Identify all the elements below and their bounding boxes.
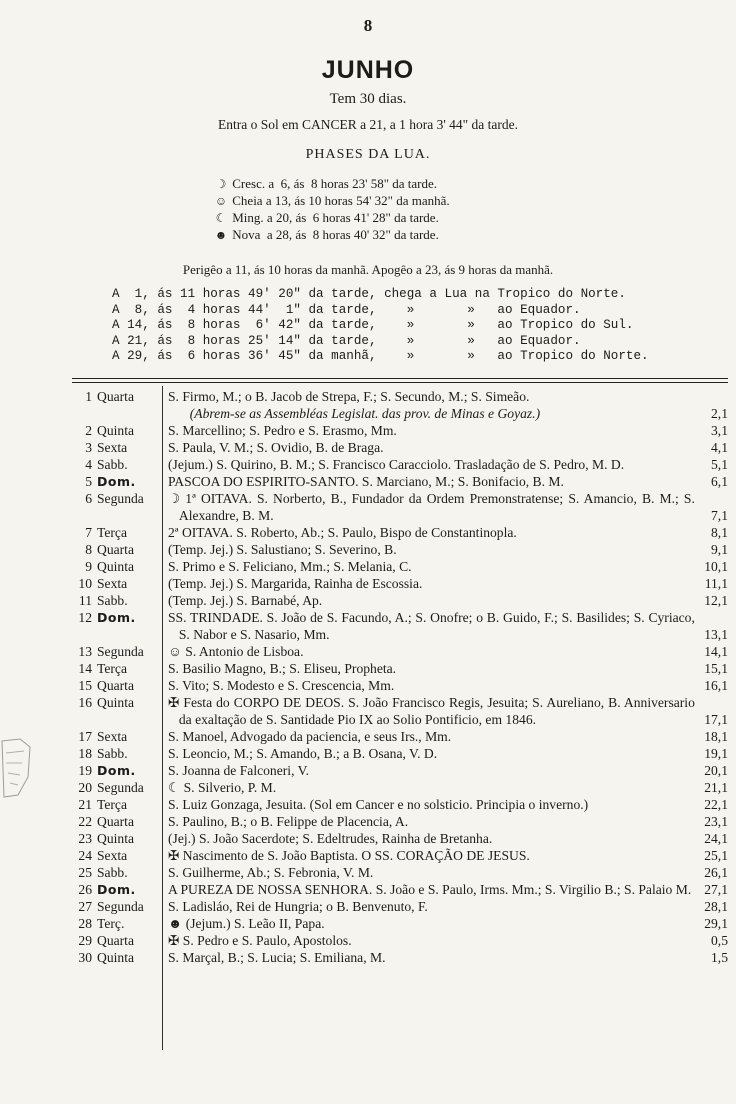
day-number: 13 <box>78 644 92 659</box>
calendar-row <box>72 592 728 609</box>
day-number: 20 <box>78 780 92 795</box>
lunar-age: 25,1 <box>704 848 728 863</box>
calendar-row <box>72 388 728 422</box>
month-title: JUNHO <box>321 56 415 84</box>
saints-text: S. Guilherme, Ab.; S. Febronia, V. M. <box>168 865 374 880</box>
saints-text: S. Firmo, M.; o B. Jacob de Strepa, F.; S. Secundo, M.; S. Simeão. <box>168 389 530 404</box>
day-number: 8 <box>85 542 92 557</box>
lunar-age: 16,1 <box>704 678 728 693</box>
lunar-age: 14,1 <box>704 644 728 659</box>
phase-text: Cheia a 13, ás 10 horas 54' 32" da manhã. <box>232 193 450 208</box>
day-number: 29 <box>78 933 92 948</box>
lunar-age: 18,1 <box>704 729 728 744</box>
weekday: Segunda <box>97 644 144 659</box>
saints-text: S. Primo e S. Feliciano, Mm.; S. Melania, C. <box>168 559 412 574</box>
saints-text: ✠ Festa do CORPO DE DEOS. S. João Francisco Regis, Jesuita; S. Aureliano, B. Anniversario da exaltação de S. Santidade Pio IX ao Solio Pontificio, em 1846. <box>168 695 695 727</box>
saints-text: 2ª OITAVA. S. Roberto, Ab.; S. Paulo, Bispo de Constantinopla. <box>168 525 517 540</box>
moon-position-row: A 29, ás 6 horas 36' 45" da manhã, » » ao Tropico do Norte. <box>112 349 649 363</box>
calendar-row <box>72 932 728 949</box>
page-clip-mark <box>0 737 34 799</box>
saints-text: (Temp. Jej.) S. Margarida, Rainha de Escossia. <box>168 576 423 591</box>
calendar-row <box>72 847 728 864</box>
calendar-row <box>72 762 728 779</box>
moon-position-row: A 21, ás 8 horas 25' 14" da tarde, » » ao Equador. <box>112 333 581 348</box>
lunar-age: 29,1 <box>704 916 728 931</box>
day-number: 11 <box>78 593 92 608</box>
day-number: 18 <box>78 746 92 761</box>
phase-text: Nova a 28, ás 8 horas 40' 32" da tarde. <box>232 227 439 242</box>
weekday: Sexta <box>97 729 128 744</box>
day-number: 5 <box>85 474 92 489</box>
phase-row <box>213 175 450 192</box>
lunar-age: 4,1 <box>711 440 728 455</box>
weekday: Dom. <box>97 763 136 778</box>
saints-text: S. Paulino, B.; o B. Felippe de Placencia, A. <box>168 814 409 829</box>
day-number: 23 <box>78 831 92 846</box>
calendar-row <box>72 677 728 694</box>
moon-positions <box>112 287 649 365</box>
lunar-age: 23,1 <box>704 814 728 829</box>
saints-text: ☽ 1ª OITAVA. S. Norberto, B., Fundador da Ordem Premonstratense; S. Amancio, B. M.; S. Alexandre, B. M. <box>168 491 695 523</box>
calendar-row <box>72 660 728 677</box>
day-number: 12 <box>78 610 92 625</box>
lunar-age: 12,1 <box>704 593 728 608</box>
day-number: 10 <box>78 576 92 591</box>
calendar-row <box>72 779 728 796</box>
new-moon-icon: ☻ <box>214 228 228 242</box>
calendar-row <box>72 694 728 728</box>
saints-text: S. Marcellino; S. Pedro e S. Erasmo, Mm. <box>168 423 397 438</box>
lunar-age: 19,1 <box>704 746 728 761</box>
calendar-row <box>72 728 728 745</box>
saints-text: PASCOA DO ESPIRITO-SANTO. S. Marciano, M.; S. Bonifacio, B. M. <box>168 474 564 489</box>
day-number: 19 <box>78 763 92 778</box>
weekday: Terça <box>97 797 127 812</box>
perigee-apogee: Perigêo a 11, ás 10 horas da manhã. Apogêo a 23, ás 9 horas da manhã. <box>182 262 554 277</box>
calendar-row <box>72 898 728 915</box>
weekday: Quarta <box>97 542 134 557</box>
lunar-age: 21,1 <box>704 780 728 795</box>
weekday: Dom. <box>97 474 136 489</box>
weekday: Sexta <box>97 440 128 455</box>
calendar-row <box>72 881 728 898</box>
day-number: 26 <box>78 882 92 897</box>
lunar-age: 13,1 <box>704 627 728 642</box>
lunar-age: 9,1 <box>711 542 728 557</box>
saints-text: S. Luiz Gonzaga, Jesuita. (Sol em Cancer e no solsticio. Principia o inverno.) <box>168 797 589 812</box>
moon-position-row: A 14, ás 8 horas 6' 42" da tarde, » » ao Tropico do Sul. <box>112 318 634 332</box>
crescent-moon-icon: ☽ <box>215 177 227 191</box>
lunar-age: 0,5 <box>711 933 728 948</box>
calendar-row <box>72 864 728 881</box>
weekday: Quarta <box>97 678 134 693</box>
lunar-age: 1,5 <box>711 950 728 965</box>
calendar-row <box>72 490 728 524</box>
day-number: 15 <box>78 678 92 693</box>
lunar-age: 22,1 <box>704 797 728 812</box>
saints-text: S. Ladisláo, Rei de Hungria; o B. Benvenuto, F. <box>168 899 428 914</box>
day-number: 17 <box>78 729 92 744</box>
day-number: 9 <box>85 559 92 574</box>
weekday: Quarta <box>97 389 134 404</box>
day-number: 25 <box>78 865 92 880</box>
phase-text: Ming. a 20, ás 6 horas 41' 28" da tarde. <box>232 210 439 225</box>
saints-text: ✠ S. Pedro e S. Paulo, Apostolos. <box>168 933 352 948</box>
weekday: Terça <box>97 525 127 540</box>
saints-text: (Temp. Jej.) S. Salustiano; S. Severino, B. <box>168 542 397 557</box>
phases-title: PHASES DA LUA. <box>305 147 431 162</box>
weekday: Quinta <box>97 559 134 574</box>
calendar-row <box>72 541 728 558</box>
calendar-row <box>72 473 728 490</box>
day-number: 30 <box>78 950 92 965</box>
calendar-table <box>72 388 728 966</box>
weekday: Sabb. <box>97 457 128 472</box>
divider-rule <box>72 378 728 379</box>
weekday: Quinta <box>97 423 134 438</box>
lunar-age: 8,1 <box>711 525 728 540</box>
weekday: Segunda <box>97 899 144 914</box>
weekday: Sabb. <box>97 746 128 761</box>
weekday: Sexta <box>97 848 128 863</box>
calendar-row <box>72 524 728 541</box>
lunar-age: 26,1 <box>704 865 728 880</box>
lunar-age: 3,1 <box>711 423 728 438</box>
calendar-row <box>72 575 728 592</box>
lunar-age: 7,1 <box>711 508 728 523</box>
lunar-age: 24,1 <box>704 831 728 846</box>
weekday: Terç. <box>97 916 125 931</box>
saints-text: S. Marçal, B.; S. Lucia; S. Emiliana, M. <box>168 950 386 965</box>
saints-text: S. Joanna de Falconeri, V. <box>168 763 310 778</box>
day-number: 27 <box>78 899 92 914</box>
moon-position-row: A 1, ás 11 horas 49' 20" da tarde, chega a Lua na Tropico do Norte. <box>112 287 626 301</box>
day-number: 2 <box>85 423 92 438</box>
day-number: 3 <box>85 440 92 455</box>
moon-phases-list <box>213 175 450 243</box>
saints-text: A PUREZA DE NOSSA SENHORA. S. João e S. Paulo, Irms. Mm.; S. Virgilio B.; S. Palaio M. <box>168 882 692 897</box>
weekday: Quinta <box>97 831 134 846</box>
lunar-age: 28,1 <box>704 899 728 914</box>
calendar-row <box>72 915 728 932</box>
lunar-age: 20,1 <box>704 763 728 778</box>
saints-text: S. Basilio Magno, B.; S. Eliseu, Propheta. <box>168 661 397 676</box>
moon-position-row: A 8, ás 4 horas 44' 1" da tarde, » » ao Equador. <box>112 302 581 317</box>
weekday: Terça <box>97 661 127 676</box>
saints-text: ☺ S. Antonio de Lisboa. <box>168 644 304 659</box>
lunar-age: 11,1 <box>704 576 728 591</box>
weekday: Sexta <box>97 576 128 591</box>
day-number: 7 <box>85 525 92 540</box>
saints-text: S. Leoncio, M.; S. Amando, B.; a B. Osana, V. D. <box>168 746 438 761</box>
calendar-row <box>72 422 728 439</box>
saints-text: S. Manoel, Advogado da paciencia, e seus Irs., Mm. <box>168 729 452 744</box>
calendar-row <box>72 796 728 813</box>
weekday: Sabb. <box>97 865 128 880</box>
calendar-row <box>72 456 728 473</box>
day-number: 24 <box>78 848 92 863</box>
lunar-age: 17,1 <box>704 712 728 727</box>
saints-text: (Jejum.) S. Quirino, B. M.; S. Francisco Caracciolo. Trasladação de S. Pedro, M. D. <box>168 457 625 472</box>
lunar-age: 27,1 <box>704 882 728 897</box>
page-number: 8 <box>363 16 373 35</box>
saints-text: (Temp. Jej.) S. Barnabé, Ap. <box>168 593 323 608</box>
day-number: 22 <box>78 814 92 829</box>
saints-text: (Abrem-se as Assembléas Legislat. das prov. de Minas e Goyaz.) <box>189 406 541 421</box>
calendar-row <box>72 813 728 830</box>
phase-text: Cresc. a 6, ás 8 horas 23' 58" da tarde. <box>232 176 438 191</box>
weekday: Dom. <box>97 610 136 625</box>
calendar-row <box>72 745 728 762</box>
calendar-row <box>72 643 728 660</box>
day-number: 16 <box>78 695 92 710</box>
weekday: Dom. <box>97 882 136 897</box>
saints-text: S. Paula, V. M.; S. Ovidio, B. de Braga. <box>168 440 384 455</box>
calendar-row <box>72 949 728 966</box>
lunar-age: 15,1 <box>704 661 728 676</box>
weekday: Quinta <box>97 695 134 710</box>
day-number: 21 <box>78 797 92 812</box>
calendar-row <box>72 439 728 456</box>
weekday: Segunda <box>97 780 144 795</box>
day-number: 4 <box>85 457 92 472</box>
weekday: Quinta <box>97 950 134 965</box>
waning-moon-icon: ☾ <box>215 211 227 225</box>
lunar-age: 2,1 <box>711 406 728 421</box>
saints-text: ☻ (Jejum.) S. Leão II, Papa. <box>168 916 325 931</box>
weekday: Quarta <box>97 933 134 948</box>
lunar-age: 5,1 <box>711 457 728 472</box>
divider-rule <box>72 382 728 383</box>
calendar-row <box>72 609 728 643</box>
sun-entry: Entra o Sol em CANCER a 21, a 1 hora 3' 44" da tarde. <box>217 117 518 132</box>
saints-text: SS. TRINDADE. S. João de S. Facundo, A.; S. Onofre; o B. Guido, F.; S. Basilides; S. Cyriaco, S. Nabor e S. Nasario, Mm. <box>168 610 695 642</box>
weekday: Quarta <box>97 814 134 829</box>
day-number: 14 <box>78 661 92 676</box>
saints-text: ☾ S. Silverio, P. M. <box>168 780 277 795</box>
days-count: Tem 30 dias. <box>329 91 407 107</box>
calendar-row <box>72 558 728 575</box>
day-number: 1 <box>85 389 92 404</box>
day-number: 6 <box>85 491 92 506</box>
lunar-age: 10,1 <box>704 559 728 574</box>
phase-row <box>213 192 450 209</box>
weekday: Segunda <box>97 491 144 506</box>
saints-text: ✠ Nascimento de S. João Baptista. O SS. CORAÇÃO DE JESUS. <box>168 848 530 863</box>
weekday: Sabb. <box>97 593 128 608</box>
lunar-age: 6,1 <box>711 474 728 489</box>
day-number: 28 <box>78 916 92 931</box>
phase-row <box>213 209 450 226</box>
calendar-row <box>72 830 728 847</box>
phase-row <box>213 226 450 243</box>
full-moon-icon: ☺ <box>214 194 228 208</box>
saints-text: S. Vito; S. Modesto e S. Crescencia, Mm. <box>168 678 395 693</box>
saints-text: (Jej.) S. João Sacerdote; S. Edeltrudes, Rainha de Bretanha. <box>168 831 493 846</box>
